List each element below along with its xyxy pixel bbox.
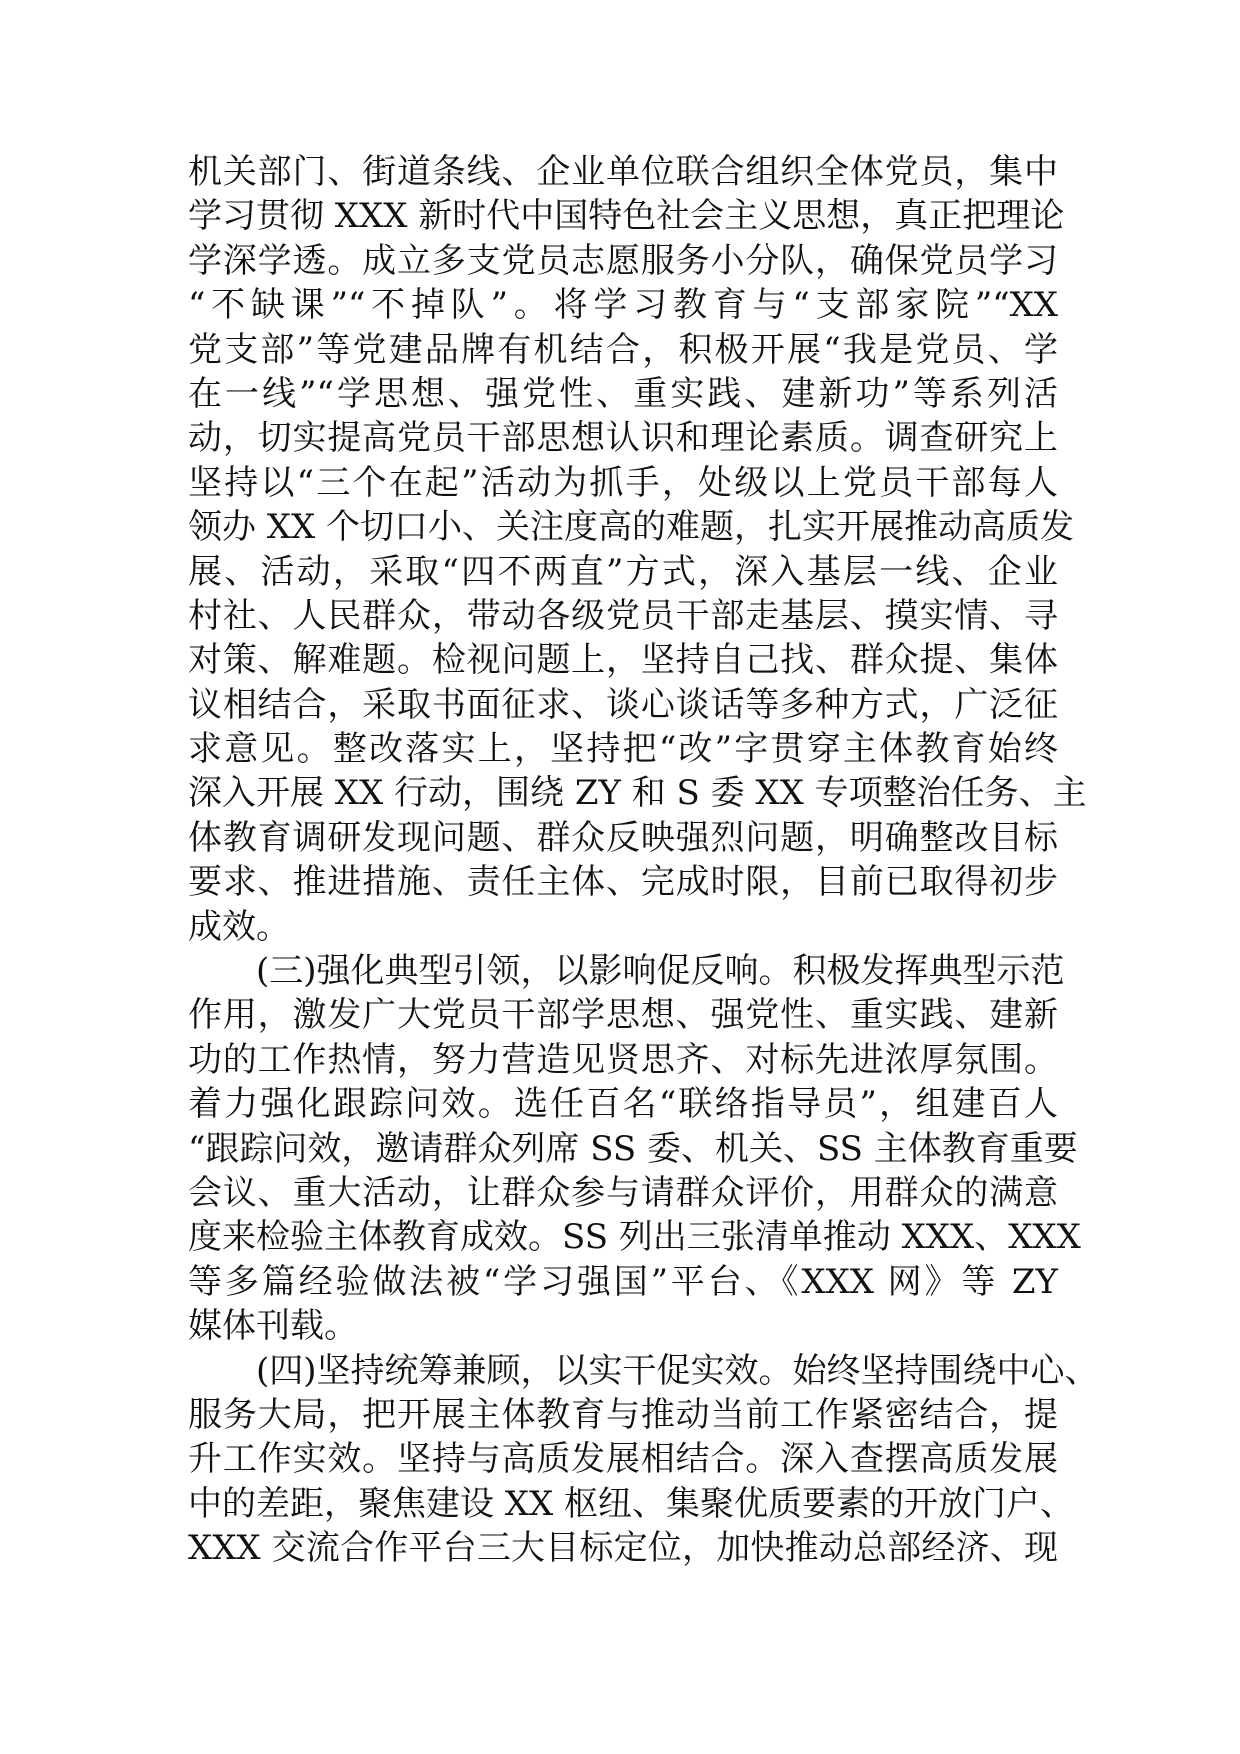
- text-line: XXX 交流合作平台三大目标定位，加快推动总部经济、现: [188, 1528, 1058, 1569]
- text-line: 要求、推进措施、责任主体、完成时限，目前已取得初步: [188, 862, 1058, 903]
- text-line: 动，切实提高党员干部思想认识和理论素质。调查研究上: [188, 418, 1058, 459]
- text-line: 等多篇经验做法被“学习强国”平台、《XXX 网》等 ZY: [188, 1261, 1058, 1302]
- text-line: 领办 XX 个切口小、关注度高的难题，扎实开展推动高质发: [188, 507, 1075, 548]
- text-line: 展、活动，采取“四不两直”方式，深入基层一线、企业: [188, 551, 1058, 592]
- text-line: 机关部门、街道条线、企业单位联合组织全体党员，集中: [188, 152, 1058, 192]
- text-line: 议相结合，采取书面征求、谈心谈话等多种方式，广泛征: [188, 684, 1058, 725]
- text-line: 坚持以“三个在起”活动为抓手，处级以上党员干部每人: [188, 462, 1058, 503]
- paragraph-1: [188, 150, 1087, 949]
- text-line: “跟踪问效，邀请群众列席 SS 委、机关、SS 主体教育重要: [188, 1128, 1078, 1169]
- text-line: 度来检验主体教育成效。SS 列出三张清单推动 XXX、XXX: [188, 1217, 1081, 1258]
- text-line: “不缺课”“不掉队”。将学习教育与“支部家院”“XX: [188, 285, 1058, 326]
- text-line: 作用，激发广大党员干部学思想、强党性、重实践、建新: [188, 995, 1058, 1036]
- document-page: [188, 150, 1099, 1571]
- text-line: 求意见。整改落实上，坚持把“改”字贯穿主体教育始终: [188, 729, 1058, 770]
- text-line: 着力强化跟踪问效。选任百名“联络指导员”，组建百人: [188, 1084, 1058, 1125]
- text-line: 成效。: [188, 906, 290, 947]
- text-line: 在一线”“学思想、强党性、重实践、建新功”等系列活: [188, 373, 1058, 414]
- paragraph-3: [188, 1349, 1099, 1571]
- text-line: 体教育调研发现问题、群众反映强烈问题，明确整改目标: [188, 817, 1058, 858]
- text-line: 服务大局，把开展主体教育与推动当前工作紧密结合，提: [188, 1394, 1058, 1435]
- text-line: 党支部”等党建品牌有机结合，积极开展“我是党员、学: [188, 329, 1058, 370]
- text-line: 升工作实效。坚持与高质发展相结合。深入查摆高质发展: [188, 1439, 1058, 1480]
- text-line: 功的工作热情，努力营造见贤思齐、对标先进浓厚氛围。: [188, 1039, 1058, 1080]
- text-line: 会议、重大活动，让群众参与请群众评价，用群众的满意: [188, 1172, 1058, 1213]
- text-line: 对策、解难题。检视问题上，坚持自己找、群众提、集体: [188, 640, 1058, 681]
- text-line: (四)坚持统筹兼顾，以实干促实效。始终坚持围绕中心、: [256, 1350, 1099, 1391]
- text-line: 村社、人民群众，带动各级党员干部走基层、摸实情、寻: [188, 595, 1058, 636]
- text-line: 学深学透。成立多支党员志愿服务小分队，确保党员学习: [188, 240, 1058, 281]
- text-line: 学习贯彻 XXX 新时代中国特色社会主义思想，真正把理论: [188, 196, 1065, 237]
- text-line: 中的差距，聚焦建设 XX 枢纽、集聚优质要素的开放门户、: [188, 1483, 1075, 1524]
- text-line: (三)强化典型引领，以影响促反响。积极发挥典型示范: [256, 951, 1065, 992]
- paragraph-2: [188, 949, 1081, 1349]
- text-line: 媒体刊载。: [188, 1306, 358, 1347]
- text-line: 深入开展 XX 行动，围绕 ZY 和 S 委 XX 专项整治任务、主: [188, 773, 1087, 814]
